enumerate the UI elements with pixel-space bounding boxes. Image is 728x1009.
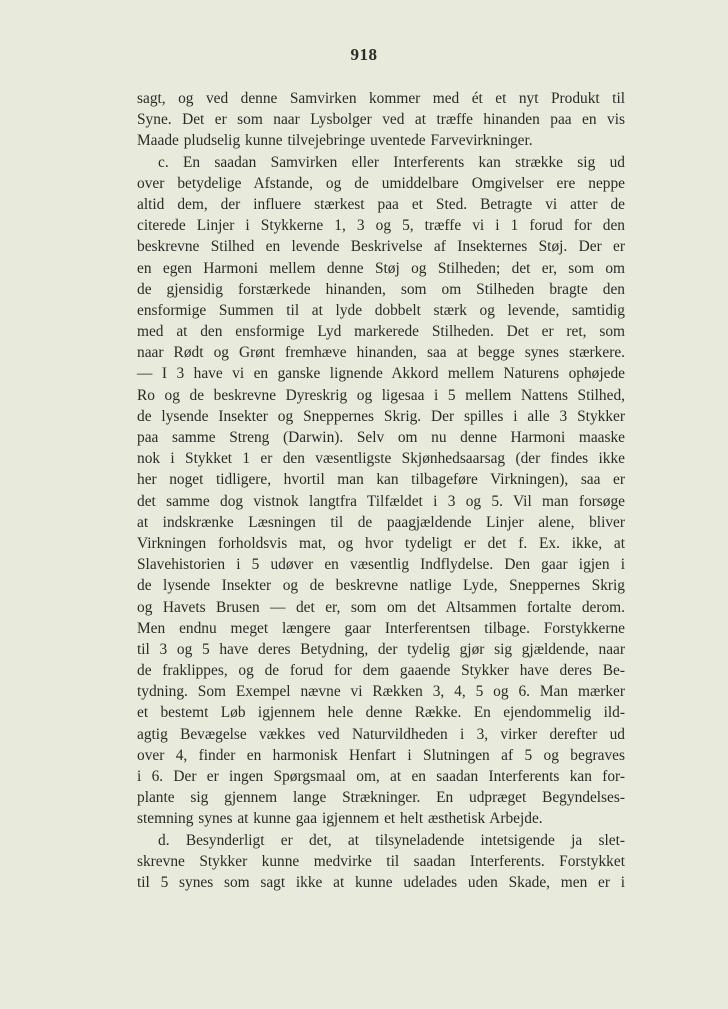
- text-line: det samme dog vistnok langtfra Tilfældet i 3 og 5. Vil man forsøge: [137, 492, 625, 510]
- text-line: altid dem, der influere stærkest paa et Sted. Betragte vi atter de: [137, 195, 625, 213]
- text-line: Slavehistorien i 5 udøver en væsentlig Indflydelse. Den gaar igjen i: [137, 556, 625, 574]
- text-line: beskrevne Stilhed en levende Beskrivelse af Insekternes Støj. Der er: [137, 238, 625, 256]
- text-line: plante sig gjennem lange Strækninger. En udpræget Begyndelses-: [137, 789, 625, 807]
- text-line: stemning synes at kunne gaa igjennem et helt æsthetisk Arbejde.: [137, 810, 543, 828]
- text-line: agtig Bevægelse vækkes ved Naturvildheden i 3, virker derefter ud: [137, 725, 625, 743]
- text-line: de fraklippes, og de forud for dem gaaende Stykker have deres Be-: [137, 662, 625, 680]
- text-line: d. Besynderligt er det, at tilsyneladende intetsigende ja slet-: [158, 831, 625, 849]
- text-line: — I 3 have vi en ganske lignende Akkord mellem Naturens ophøjede: [137, 365, 625, 383]
- text-line: til 3 og 5 have deres Betydning, der tydelig gjør sig gjældende, naar: [137, 640, 625, 658]
- text-line: i 6. Der er ingen Spørgsmaal om, at en saadan Interferents kan for-: [137, 768, 625, 785]
- text-line: citerede Linjer i Stykkerne 1, 3 og 5, træffe vi i 1 forud for den: [137, 217, 625, 235]
- text-line: c. En saadan Samvirken eller Interferents kan strække sig ud: [158, 153, 625, 171]
- text-line: til 5 synes som sagt ikke at kunne udelades uden Skade, men er i: [137, 873, 625, 891]
- text-line: skrevne Stykker kunne medvirke til saadan Interferents. Forstykket: [137, 852, 625, 870]
- text-line: nok i Stykket 1 er den væsentligste Skjønhedsaarsag (der findes ikke: [137, 450, 625, 468]
- text-line: sagt, og ved denne Samvirken kommer med ét et nyt Produkt til: [137, 90, 625, 107]
- text-line: at indskrænke Læsningen til de paagjældende Linjer alene, bliver: [137, 513, 625, 531]
- text-line: paa samme Streng (Darwin). Selv om nu denne Harmoni maaske: [137, 429, 625, 446]
- body-text: [137, 88, 625, 893]
- page-number: 918: [350, 45, 378, 64]
- text-line: Men endnu meget længere gaar Interferentsen tilbage. Forstykkerne: [137, 619, 625, 637]
- text-line: over 4, finder en harmonisk Henfart i Slutningen af 5 og begraves: [137, 746, 625, 764]
- text-line: en egen Harmoni mellem denne Støj og Stilheden; det er, som om: [137, 259, 625, 277]
- text-line: de lysende Insekter og Sneppernes Skrig. Der spilles i alle 3 Stykker: [137, 407, 625, 425]
- text-line: de gjensidig forstærkede hinanden, som om Stilheden bragte den: [137, 280, 625, 298]
- text-line: de lysende Insekter og de beskrevne natlige Lyde, Sneppernes Skrig: [137, 577, 625, 595]
- text-line: tydning. Som Exempel nævne vi Rækken 3, 4, 5 og 6. Man mærker: [137, 683, 625, 701]
- text-line: Virkningen forholdsvis mat, og hvor tydeligt er det f. Ex. ikke, at: [137, 534, 625, 552]
- text-line: naar Rødt og Grønt fremhæve hinanden, saa at begge synes stærkere.: [137, 344, 625, 362]
- text-line: med at den ensformige Lyd markerede Stilheden. Det er ret, som: [137, 323, 625, 341]
- text-line: her noget tidligere, hvortil man kan tilbageføre Virkningen), saa er: [137, 471, 625, 489]
- text-line: Maade pludselig kunne tilvejebringe uventede Farvevirkninger.: [137, 132, 533, 150]
- text-line: og Havets Brusen — det er, som om det Altsammen fortalte derom.: [137, 598, 625, 616]
- text-line: over betydelige Afstande, og de umiddelbare Omgivelser ere neppe: [137, 174, 625, 192]
- text-line: Syne. Det er som naar Lysbolger ved at træffe hinanden paa en vis: [137, 111, 625, 129]
- text-line: Ro og de beskrevne Dyreskrig og ligesaa i 5 mellem Nattens Stilhed,: [137, 386, 625, 404]
- text-line: ensformige Summen til at lyde dobbelt stærk og levende, samtidig: [137, 301, 625, 319]
- text-line: et bestemt Løb igjennem hele denne Række. En ejendommelig ild-: [137, 704, 625, 722]
